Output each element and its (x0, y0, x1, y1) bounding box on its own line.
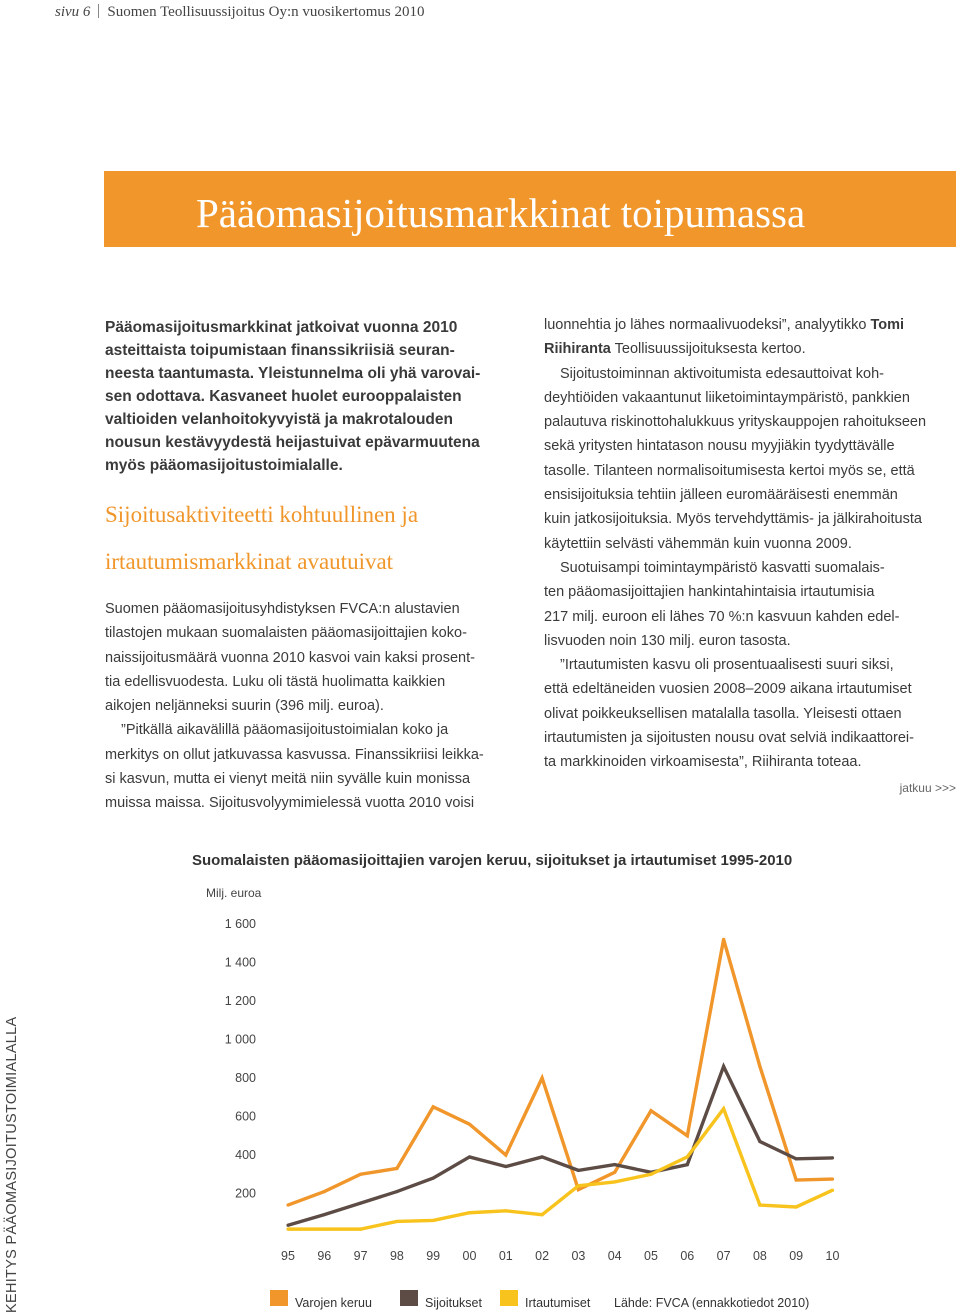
page-number: sivu 6 (55, 4, 91, 20)
data-point (395, 1220, 398, 1223)
line-text: kuin jatkosijoituksia. Myös tervehdyttämis- ja jälkirahoitusta (544, 511, 922, 528)
data-point (468, 1155, 471, 1158)
line-text: Teollisuussijoituksesta kertoo. (610, 341, 806, 358)
legend-swatch (400, 1290, 418, 1306)
y-tick-label: 600 (235, 1109, 256, 1124)
line-text: 217 milj. euroon eli lähes 70 %:n kasvuun kahden edel- (544, 608, 900, 625)
line-text: Suotuisampi toimintaympäristö kasvatti suomalais- (560, 559, 885, 576)
line-text: tasolle. Tilanteen normalisoitumisesta kertoi myös se, että (544, 462, 915, 479)
continued-link[interactable]: jatkuu >>> (899, 781, 956, 795)
x-tick-label: 09 (789, 1249, 804, 1263)
legend-swatch (500, 1290, 518, 1306)
body-line: aikojen neljänneksi suurin (396 milj. euroa). (105, 698, 384, 715)
x-tick-label: 04 (607, 1249, 622, 1263)
y-tick-label: 1 600 (224, 917, 256, 931)
data-point (613, 1180, 616, 1183)
x-tick-label: 99 (426, 1249, 441, 1263)
data-point (359, 1228, 362, 1231)
data-point (577, 1169, 580, 1172)
data-point (722, 1107, 725, 1110)
chart-title: Suomalaisten pääomasijoittajien varojen keruu, sijoitukset ja irtautumiset 1995-2010 (192, 852, 793, 869)
data-point (795, 1205, 798, 1208)
data-point (686, 1134, 689, 1137)
x-tick-label: 98 (389, 1249, 404, 1263)
data-point (831, 1177, 834, 1180)
chart-source: Lähde: FVCA (ennakkotiedot 2010) (614, 1296, 810, 1310)
lead-line: valtioiden velanhoitokyvyistä ja makrotalouden (105, 411, 453, 428)
line-text: sekä yritysten hintatason nousu myyjiäkin tyydyttävälle (544, 438, 895, 455)
report-title: Suomen Teollisuussijoitus Oy:n vuosikertomus 2010 (107, 4, 425, 20)
lead-line: nousun kestävyydestä heijastuivat epävarmuutena (105, 434, 480, 451)
data-point (686, 1155, 689, 1158)
body-line: tilastojen mukaan suomalaisten pääomasijoittajien koko- (105, 625, 467, 642)
data-point (831, 1189, 834, 1192)
data-point (758, 1065, 761, 1068)
article-title: Pääomasijoitusmarkkinat toipumassa (196, 190, 806, 236)
x-tick-label: 95 (281, 1249, 295, 1263)
y-tick-label: 400 (235, 1148, 256, 1162)
data-point (577, 1184, 580, 1187)
data-point (504, 1209, 507, 1212)
person-name: Riihiranta (544, 341, 611, 358)
line-text: irtautumisten ja sijoitusten nousu ovat selviä indikaattorei- (544, 730, 914, 747)
data-point (286, 1224, 289, 1227)
legend-swatch (270, 1290, 288, 1306)
y-tick-label: 1 400 (224, 955, 256, 970)
data-point (395, 1167, 398, 1170)
x-tick-label: 08 (752, 1249, 767, 1263)
data-point (286, 1203, 289, 1206)
data-point (722, 938, 725, 941)
lead-line: neesta taantumasta. Yleistunnelma oli yhä varovai- (105, 365, 481, 382)
person-name: Tomi (870, 317, 904, 333)
data-point (286, 1228, 289, 1231)
x-tick-label: 05 (644, 1249, 658, 1263)
x-tick-label: 07 (716, 1249, 731, 1263)
body-line: muissa maissa. Sijoitusvolyymimielessä vuotta 2010 voisi (105, 795, 475, 812)
section-sidebar-label: KEHITYS PÄÄOMASIJOITUSTOIMIALALLA (4, 1016, 20, 1313)
line-text: käytettiin selvästi vähemmän kuin vuonna 2009. (544, 535, 852, 552)
lead-line: Pääomasijoitusmarkkinat jatkoivat vuonna 2010 (105, 319, 458, 336)
x-tick-label: 02 (535, 1249, 550, 1263)
data-point (432, 1105, 435, 1108)
data-point (395, 1190, 398, 1193)
subheading-line: Sijoitusaktiviteetti kohtuullinen ja (105, 502, 419, 527)
y-tick-label: 1 000 (224, 1032, 256, 1047)
data-point (541, 1213, 544, 1216)
body-line: naissijoitusmäärä vuonna 2010 kasvoi vain kaksi prosent- (105, 649, 475, 666)
data-point (795, 1157, 798, 1160)
data-point (323, 1190, 326, 1193)
lead-line: asteittaista toipumistaan finanssikriisiä seuran- (105, 342, 455, 359)
data-point (432, 1177, 435, 1180)
data-point (758, 1140, 761, 1143)
legend-label: Sijoitukset (425, 1296, 482, 1310)
data-point (468, 1211, 471, 1214)
data-point (323, 1213, 326, 1216)
data-point (323, 1228, 326, 1231)
data-point (831, 1156, 834, 1159)
body-line: ”Pitkällä aikavälillä pääomasijoitustoimialan koko ja (121, 722, 449, 739)
data-point (686, 1163, 689, 1166)
data-point (541, 1076, 544, 1079)
data-point (468, 1123, 471, 1126)
line-text: ”Irtautumisten kasvu oli prosentuaalisesti suuri siksi, (560, 657, 894, 674)
data-point (432, 1219, 435, 1222)
x-tick-label: 10 (825, 1249, 840, 1263)
body-line: tia edellisvuodesta. Luku oli tästä huolimatta kaikkien (105, 673, 446, 690)
subheading-line: irtautumismarkkinat avautuivat (105, 549, 394, 574)
y-tick-label: 800 (235, 1071, 256, 1085)
line-text: palautuva riskinottohalukkuus yrityskauppojen rahoitukseen (544, 414, 927, 431)
lead-line: myös pääomasijoitustoimialalle. (105, 457, 343, 474)
line-text: deyhtiöiden vakaantunut liiketoimintaympäristö, pankkien (544, 389, 910, 406)
line-text: lisvuoden noin 130 milj. euron tasosta. (544, 632, 791, 649)
data-point (504, 1165, 507, 1168)
chart-unit-label: Milj. euroa (206, 886, 262, 900)
data-point (649, 1109, 652, 1112)
legend-label: Varojen keruu (295, 1296, 372, 1310)
line-text: ten pääomasijoittajien hankintahintaisia irtautumisia (544, 584, 875, 601)
data-point (613, 1163, 616, 1166)
legend-label: Irtautumiset (525, 1296, 591, 1310)
data-point (722, 1065, 725, 1068)
body-line: merkitys on ollut jatkuvassa kasvussa. Finanssikriisi leikka- (105, 746, 484, 763)
data-point (795, 1178, 798, 1181)
line-text: että edeltäneiden vuosien 2008–2009 aikana irtautumiset (544, 681, 912, 698)
data-point (758, 1203, 761, 1206)
x-tick-label: 01 (498, 1249, 513, 1263)
body-line: si kasvun, mutta ei vienyt meitä niin syvälle kuin monissa (105, 771, 471, 788)
lead-line: sen odottava. Kasvaneet huolet eurooppalaisten (105, 388, 462, 405)
body-line: Suomen pääomasijoitusyhdistyksen FVCA:n alustavien (105, 601, 460, 617)
data-point (649, 1173, 652, 1176)
y-tick-label: 1 200 (224, 994, 256, 1008)
x-tick-label: 00 (462, 1249, 477, 1263)
series-line-irtautumiset (288, 1109, 833, 1229)
data-point (359, 1202, 362, 1205)
y-tick-label: 200 (235, 1186, 256, 1201)
data-point (504, 1153, 507, 1156)
line-text: Sijoitustoiminnan aktivoitumista edesauttoivat koh- (560, 365, 884, 382)
line-text: ta markkinoiden virkoamisesta”, Riihiranta toteaa. (544, 754, 862, 771)
data-point (613, 1171, 616, 1174)
line-text: olivat poikkeuksellisen matalalla tasolla. Yleisesti ottaen (544, 705, 902, 722)
x-tick-label: 97 (353, 1249, 368, 1263)
data-point (541, 1155, 544, 1158)
line-text: ensisijoituksia tehtiin jälleen euromääräisesti enemmän (544, 487, 898, 504)
x-tick-label: 06 (680, 1249, 695, 1263)
x-tick-label: 03 (571, 1249, 586, 1263)
data-point (359, 1173, 362, 1176)
x-tick-label: 96 (317, 1249, 332, 1263)
line-text: luonnehtia jo lähes normaalivuodeksi”, analyytikko (544, 317, 871, 333)
